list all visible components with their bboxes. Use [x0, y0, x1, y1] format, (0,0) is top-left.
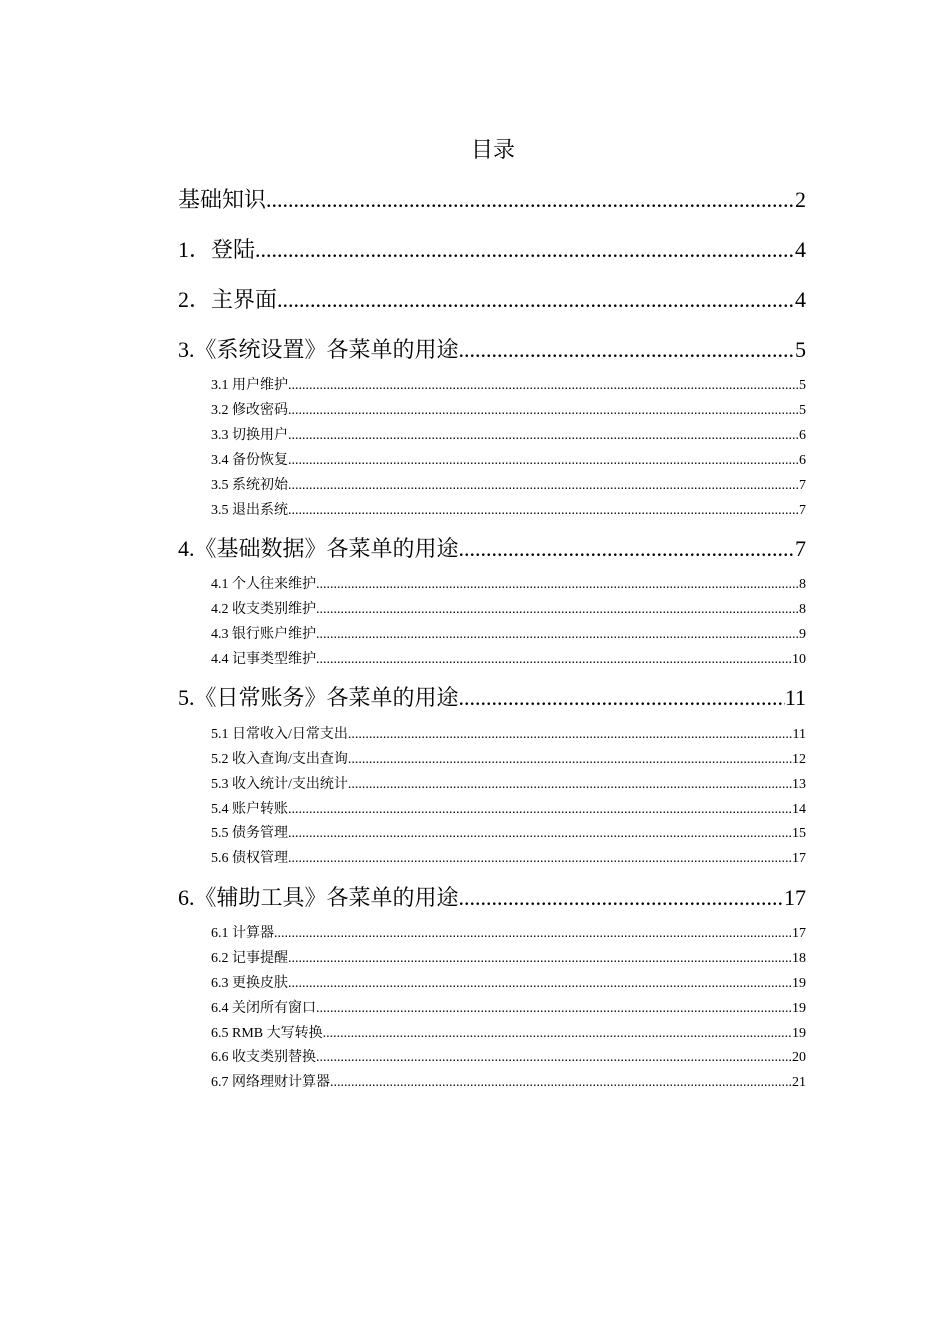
toc-subentry[interactable]	[211, 974, 806, 994]
toc-entry-page: 17	[792, 926, 806, 941]
dot-leader	[459, 335, 795, 365]
dot-leader	[323, 1024, 792, 1044]
toc-entry-page: 19	[792, 1001, 806, 1016]
toc-entry-label: 3.《系统设置》各菜单的用途	[178, 337, 459, 362]
toc-entry-label: 3.5 系统初始	[211, 478, 288, 493]
toc-entry-page: 5	[795, 337, 806, 362]
dot-leader	[277, 285, 795, 315]
dot-leader	[288, 376, 799, 396]
toc-entry-page: 13	[792, 777, 806, 792]
toc-entry-page: 5	[799, 403, 806, 418]
toc-subentry[interactable]	[211, 1048, 806, 1068]
toc-subentry[interactable]	[211, 1073, 806, 1093]
toc-entry-label: 4.2 收支类别维护	[211, 602, 316, 617]
toc-entry-label: 6.1 计算器	[211, 926, 274, 941]
toc-entry-page: 6	[799, 428, 806, 443]
toc-subentry[interactable]	[211, 1024, 806, 1044]
toc-subentry[interactable]	[211, 725, 806, 745]
toc-entry-page: 6	[799, 453, 806, 468]
toc-entry-page: 14	[792, 802, 806, 817]
toc-subentry[interactable]	[211, 775, 806, 795]
toc-entry-label: 4.4 记事类型维护	[211, 652, 316, 667]
toc-subentry[interactable]	[211, 376, 806, 396]
dot-leader	[288, 451, 799, 471]
toc-subentry[interactable]	[211, 501, 806, 521]
dot-leader	[348, 725, 793, 745]
dot-leader	[288, 949, 792, 969]
toc-entry-label: 5.4 账户转账	[211, 802, 288, 817]
toc-subentry[interactable]	[211, 426, 806, 446]
toc-entry-label: 5.《日常账务》各菜单的用途	[178, 685, 459, 710]
toc-entry-label: 5.2 收入查询/支出查询	[211, 752, 348, 767]
toc-title: 目录	[470, 137, 515, 162]
toc-entry-label: 1．登陆	[178, 237, 256, 262]
dot-leader	[316, 575, 799, 595]
dot-leader	[288, 476, 799, 496]
toc-entry-label: 6.7 网络理财计算器	[211, 1075, 330, 1090]
dot-leader	[316, 650, 792, 670]
toc-subentry[interactable]	[211, 650, 806, 670]
toc-entry-label: 6.3 更换皮肤	[211, 976, 288, 991]
toc-entry-page: 18	[792, 951, 806, 966]
toc-entry-page: 11	[792, 727, 806, 742]
toc-entry-page: 10	[792, 652, 806, 667]
dot-leader	[288, 849, 792, 869]
toc-entry-label: 6.4 关闭所有窗口	[211, 1001, 316, 1016]
toc-subentry[interactable]	[211, 800, 806, 820]
dot-leader	[288, 800, 792, 820]
toc-subentry[interactable]	[211, 401, 806, 421]
dot-leader	[288, 426, 799, 446]
dot-leader	[459, 683, 785, 713]
toc-entry-label: 4.3 银行账户维护	[211, 627, 316, 642]
toc-entry-page: 17	[784, 885, 806, 910]
dot-leader	[266, 185, 795, 215]
toc-entry[interactable]	[178, 683, 806, 713]
dot-leader	[288, 501, 799, 521]
dot-leader	[316, 1048, 792, 1068]
toc-entry[interactable]	[178, 235, 806, 265]
toc-entry-page: 7	[799, 478, 806, 493]
toc-entry-page: 7	[799, 503, 806, 518]
toc-subentry[interactable]	[211, 924, 806, 944]
toc-entry-label: 4.1 个人往来维护	[211, 577, 316, 592]
toc-entry[interactable]	[178, 285, 806, 315]
toc-subentry[interactable]	[211, 600, 806, 620]
dot-leader	[316, 999, 792, 1019]
toc-entry-label: 6.《辅助工具》各菜单的用途	[178, 885, 459, 910]
toc-entry-label: 4.《基础数据》各菜单的用途	[178, 536, 459, 561]
toc-entry-label: 5.3 收入统计/支出统计	[211, 777, 348, 792]
dot-leader	[316, 625, 799, 645]
toc-entry-label: 2．主界面	[178, 287, 278, 312]
toc-entry-label: 5.1 日常收入/日常支出	[211, 727, 348, 742]
toc-entry[interactable]	[178, 883, 806, 913]
toc-entry[interactable]	[178, 335, 806, 365]
toc-subentry[interactable]	[211, 824, 806, 844]
toc-entry-page: 11	[784, 685, 806, 710]
toc-entry-page: 20	[792, 1050, 806, 1065]
toc-entry-page: 9	[799, 627, 806, 642]
toc-entry-label: 5.6 债权管理	[211, 851, 288, 866]
toc-entry-page: 4	[795, 287, 806, 312]
toc-entry-page: 8	[799, 577, 806, 592]
toc-subentry[interactable]	[211, 849, 806, 869]
toc-entry-page: 19	[792, 976, 806, 991]
toc-entry-page: 15	[792, 826, 806, 841]
toc-entry-label: 3.3 切换用户	[211, 428, 288, 443]
toc-entry-label: 3.4 备份恢复	[211, 453, 288, 468]
toc-entry-page: 5	[799, 378, 806, 393]
toc-entry-label: 5.5 债务管理	[211, 826, 288, 841]
dot-leader	[288, 974, 792, 994]
toc-entry-label: 3.2 修改密码	[211, 403, 288, 418]
toc-entry-label: 6.2 记事提醒	[211, 951, 288, 966]
toc-entry-page: 17	[792, 851, 806, 866]
toc-entry-label: 基础知识	[178, 187, 267, 212]
toc-entry-page: 7	[795, 536, 806, 561]
toc-subentry[interactable]	[211, 575, 806, 595]
dot-leader	[348, 750, 792, 770]
dot-leader	[348, 775, 792, 795]
toc-entry-page: 4	[795, 237, 806, 262]
dot-leader	[459, 883, 784, 913]
toc-entry[interactable]	[178, 534, 806, 564]
dot-leader	[459, 534, 795, 564]
dot-leader	[255, 235, 795, 265]
toc-entry[interactable]	[178, 185, 806, 215]
dot-leader	[288, 401, 799, 421]
dot-leader	[330, 1073, 792, 1093]
toc-entry-page: 19	[792, 1026, 806, 1041]
toc-subentry[interactable]	[211, 750, 806, 770]
toc-entry-page: 12	[792, 752, 806, 767]
toc-entry-label: 6.6 收支类别替换	[211, 1050, 316, 1065]
toc-entry-page: 2	[795, 187, 806, 212]
toc-subentry[interactable]	[211, 451, 806, 471]
toc-subentry[interactable]	[211, 476, 806, 496]
toc-entry-label: 6.5 RMB 大写转换	[211, 1026, 323, 1041]
toc-subentry[interactable]	[211, 949, 806, 969]
dot-leader	[288, 824, 792, 844]
toc-entry-label: 3.1 用户维护	[211, 378, 288, 393]
toc-entry-page: 8	[799, 602, 806, 617]
toc-subentry[interactable]	[211, 999, 806, 1019]
dot-leader	[316, 600, 799, 620]
toc-entry-label: 3.5 退出系统	[211, 503, 288, 518]
toc-subentry[interactable]	[211, 625, 806, 645]
toc-entry-page: 21	[792, 1075, 806, 1090]
dot-leader	[274, 924, 792, 944]
